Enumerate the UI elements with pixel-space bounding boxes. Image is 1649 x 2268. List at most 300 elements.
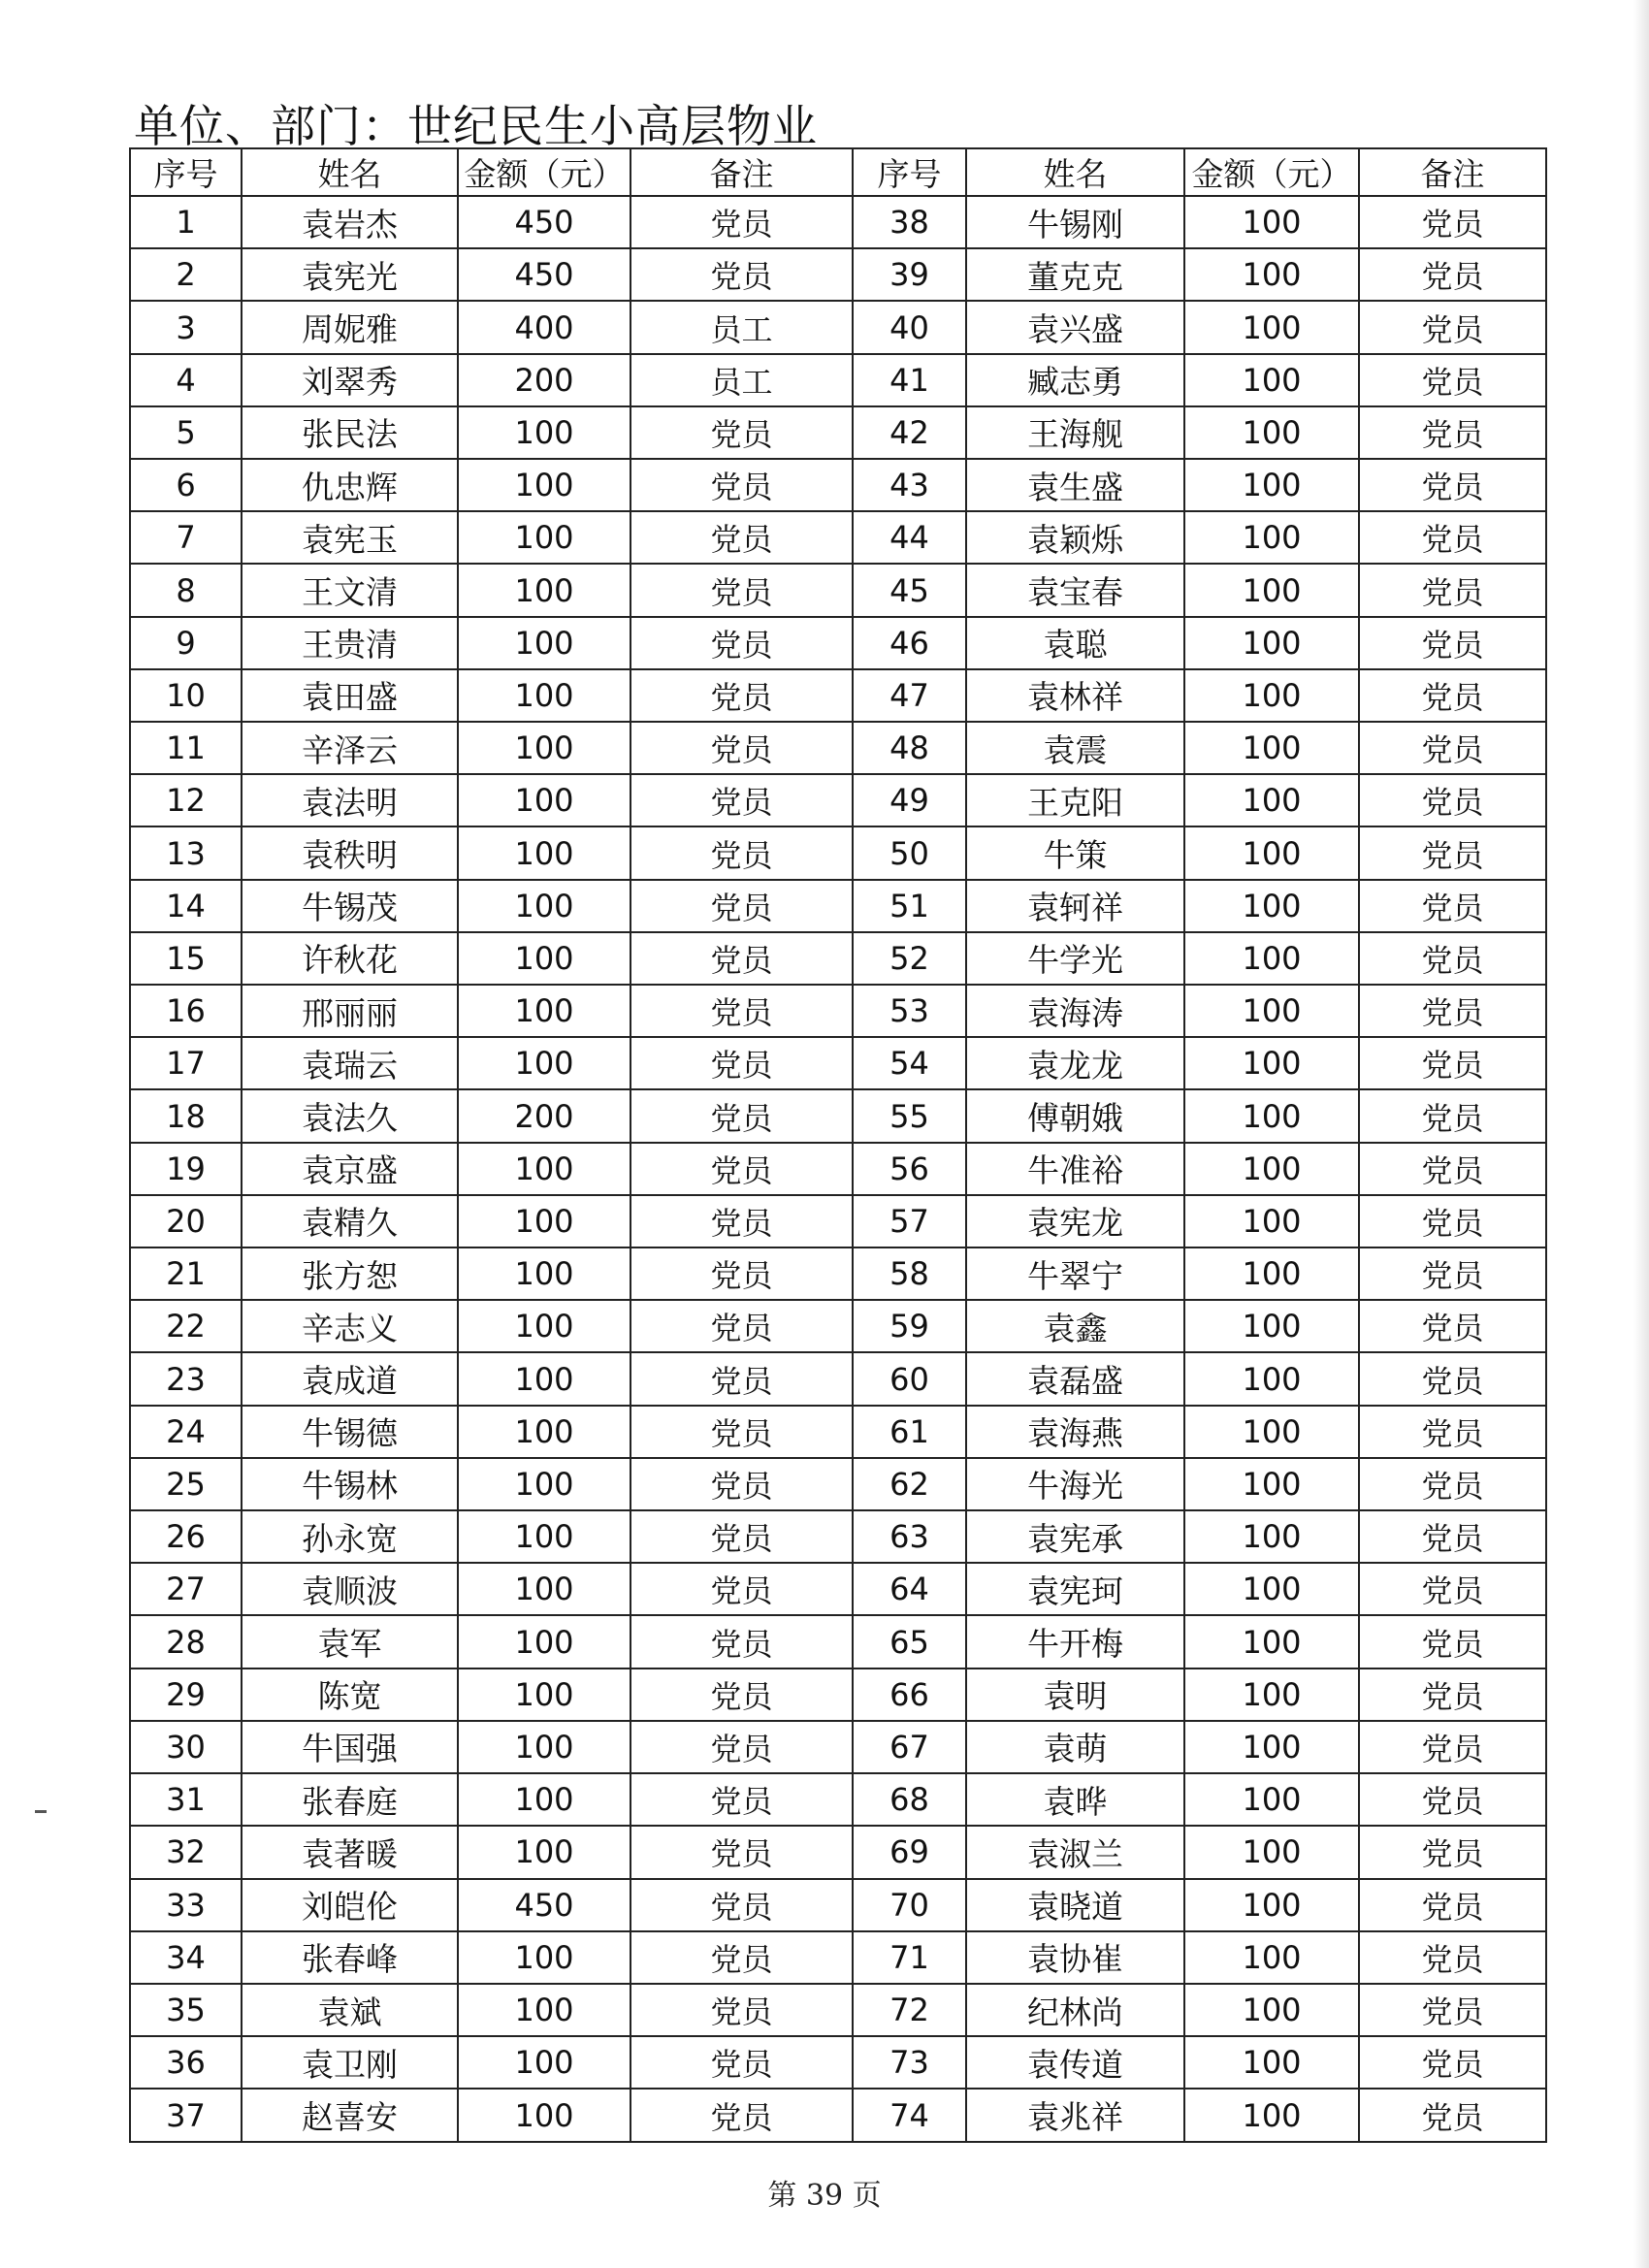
table-row [130, 1510, 1546, 1563]
cell-amount: 100 [458, 1563, 630, 1615]
table-row [130, 826, 1546, 879]
cell-remark: 党员 [630, 1615, 853, 1668]
cell-name: 袁瑞云 [242, 1037, 458, 1089]
cell-seq: 67 [853, 1721, 966, 1773]
cell-name: 袁鑫 [966, 1300, 1184, 1352]
cell-remark: 党员 [630, 880, 853, 932]
table-row [130, 301, 1546, 353]
cell-name: 张方恕 [242, 1247, 458, 1300]
cell-remark: 党员 [630, 406, 853, 459]
cell-name: 袁聪 [966, 617, 1184, 669]
cell-seq: 70 [853, 1879, 966, 1931]
table-row [130, 669, 1546, 722]
cell-amount: 100 [458, 1931, 630, 1984]
cell-name: 袁成道 [242, 1352, 458, 1405]
cell-amount: 100 [1184, 722, 1359, 774]
table-row [130, 617, 1546, 669]
cell-name: 王贵清 [242, 617, 458, 669]
header-amount-left: 金额（元） [458, 148, 630, 196]
cell-remark: 党员 [1359, 617, 1546, 669]
cell-seq: 55 [853, 1089, 966, 1142]
cell-seq: 10 [130, 669, 242, 722]
cell-amount: 200 [458, 354, 630, 406]
cell-seq: 36 [130, 2036, 242, 2089]
cell-amount: 100 [1184, 774, 1359, 826]
cell-remark: 党员 [1359, 1089, 1546, 1142]
table-row [130, 1247, 1546, 1300]
cell-name: 仇忠辉 [242, 459, 458, 511]
cell-name: 袁淑兰 [966, 1826, 1184, 1878]
cell-name: 辛志义 [242, 1300, 458, 1352]
cell-remark: 党员 [1359, 1721, 1546, 1773]
cell-remark: 党员 [1359, 1931, 1546, 1984]
cell-amount: 100 [458, 564, 630, 616]
cell-name: 袁法久 [242, 1089, 458, 1142]
cell-remark: 党员 [1359, 1352, 1546, 1405]
cell-remark: 党员 [1359, 459, 1546, 511]
cell-name: 袁宪承 [966, 1510, 1184, 1563]
cell-remark: 党员 [1359, 2089, 1546, 2142]
cell-amount: 100 [1184, 1669, 1359, 1721]
cell-amount: 100 [1184, 2036, 1359, 2089]
cell-seq: 65 [853, 1615, 966, 1668]
cell-seq: 20 [130, 1195, 242, 1247]
cell-remark: 党员 [630, 1721, 853, 1773]
cell-seq: 61 [853, 1406, 966, 1458]
cell-amount: 450 [458, 248, 630, 301]
table-row [130, 1563, 1546, 1615]
cell-remark: 党员 [630, 1563, 853, 1615]
cell-name: 袁传道 [966, 2036, 1184, 2089]
table-row [130, 1352, 1546, 1405]
cell-seq: 8 [130, 564, 242, 616]
cell-remark: 党员 [630, 932, 853, 985]
cell-seq: 47 [853, 669, 966, 722]
table-row [130, 1773, 1546, 1826]
cell-name: 袁海燕 [966, 1406, 1184, 1458]
cell-name: 袁宝春 [966, 564, 1184, 616]
cell-seq: 9 [130, 617, 242, 669]
header-remark-right: 备注 [1359, 148, 1546, 196]
cell-remark: 党员 [1359, 1563, 1546, 1615]
header-seq-right: 序号 [853, 148, 966, 196]
cell-remark: 党员 [1359, 1300, 1546, 1352]
cell-amount: 100 [458, 1037, 630, 1089]
cell-seq: 25 [130, 1458, 242, 1510]
cell-amount: 100 [458, 1773, 630, 1826]
cell-amount: 100 [458, 1247, 630, 1300]
cell-remark: 党员 [630, 1089, 853, 1142]
cell-remark: 党员 [630, 1300, 853, 1352]
cell-amount: 100 [1184, 564, 1359, 616]
cell-seq: 16 [130, 985, 242, 1037]
cell-amount: 100 [1184, 1089, 1359, 1142]
cell-remark: 党员 [1359, 1195, 1546, 1247]
cell-seq: 50 [853, 826, 966, 879]
cell-seq: 1 [130, 196, 242, 248]
cell-seq: 58 [853, 1247, 966, 1300]
cell-name: 袁萌 [966, 1721, 1184, 1773]
cell-remark: 党员 [630, 1984, 853, 2036]
cell-seq: 2 [130, 248, 242, 301]
table-row [130, 1879, 1546, 1931]
cell-amount: 100 [458, 985, 630, 1037]
cell-seq: 69 [853, 1826, 966, 1878]
cell-remark: 党员 [1359, 564, 1546, 616]
cell-amount: 100 [458, 1984, 630, 2036]
cell-amount: 100 [458, 826, 630, 879]
cell-amount: 100 [1184, 1195, 1359, 1247]
cell-name: 袁颖烁 [966, 511, 1184, 564]
cell-remark: 党员 [630, 774, 853, 826]
cell-seq: 18 [130, 1089, 242, 1142]
cell-amount: 100 [1184, 1984, 1359, 2036]
cell-seq: 43 [853, 459, 966, 511]
cell-remark: 党员 [1359, 1773, 1546, 1826]
cell-name: 袁林祥 [966, 669, 1184, 722]
cell-remark: 党员 [1359, 1510, 1546, 1563]
cell-name: 牛锡林 [242, 1458, 458, 1510]
cell-seq: 31 [130, 1773, 242, 1826]
cell-seq: 42 [853, 406, 966, 459]
cell-name: 许秋花 [242, 932, 458, 985]
cell-amount: 100 [458, 406, 630, 459]
table-row [130, 1089, 1546, 1142]
table-row [130, 354, 1546, 406]
cell-amount: 100 [458, 1721, 630, 1773]
cell-name: 牛锡刚 [966, 196, 1184, 248]
cell-name: 王克阳 [966, 774, 1184, 826]
cell-remark: 党员 [1359, 1406, 1546, 1458]
cell-amount: 100 [1184, 301, 1359, 353]
cell-remark: 党员 [630, 1195, 853, 1247]
cell-amount: 100 [1184, 880, 1359, 932]
cell-remark: 党员 [630, 826, 853, 879]
cell-name: 张春庭 [242, 1773, 458, 1826]
cell-name: 袁著暖 [242, 1826, 458, 1878]
cell-seq: 7 [130, 511, 242, 564]
table-row [130, 1300, 1546, 1352]
cell-name: 袁秩明 [242, 826, 458, 879]
cell-amount: 100 [458, 1406, 630, 1458]
cell-name: 辛泽云 [242, 722, 458, 774]
cell-remark: 党员 [1359, 301, 1546, 353]
cell-amount: 100 [458, 1615, 630, 1668]
table-row [130, 722, 1546, 774]
cell-remark: 党员 [1359, 248, 1546, 301]
cell-remark: 党员 [1359, 985, 1546, 1037]
cell-seq: 19 [130, 1143, 242, 1195]
table-row [130, 248, 1546, 301]
cell-seq: 56 [853, 1143, 966, 1195]
cell-remark: 党员 [630, 1247, 853, 1300]
header-seq-left: 序号 [130, 148, 242, 196]
cell-remark: 党员 [630, 1879, 853, 1931]
cell-seq: 23 [130, 1352, 242, 1405]
cell-amount: 100 [458, 2089, 630, 2142]
cell-remark: 党员 [1359, 1984, 1546, 2036]
table-row [130, 1721, 1546, 1773]
cell-remark: 党员 [630, 1406, 853, 1458]
scan-edge-shadow [1633, 0, 1649, 2268]
cell-amount: 400 [458, 301, 630, 353]
cell-seq: 57 [853, 1195, 966, 1247]
cell-seq: 6 [130, 459, 242, 511]
table-row [130, 1931, 1546, 1984]
table-row [130, 985, 1546, 1037]
cell-name: 袁宪光 [242, 248, 458, 301]
cell-name: 袁军 [242, 1615, 458, 1668]
cell-amount: 100 [458, 617, 630, 669]
cell-name: 赵喜安 [242, 2089, 458, 2142]
cell-name: 袁斌 [242, 1984, 458, 2036]
cell-amount: 100 [1184, 1879, 1359, 1931]
cell-seq: 24 [130, 1406, 242, 1458]
cell-seq: 54 [853, 1037, 966, 1089]
cell-seq: 12 [130, 774, 242, 826]
cell-remark: 党员 [1359, 932, 1546, 985]
table-row [130, 1143, 1546, 1195]
cell-name: 袁宪玉 [242, 511, 458, 564]
table-row [130, 1458, 1546, 1510]
cell-amount: 100 [1184, 1458, 1359, 1510]
cell-seq: 45 [853, 564, 966, 616]
cell-name: 张民法 [242, 406, 458, 459]
cell-seq: 11 [130, 722, 242, 774]
cell-seq: 44 [853, 511, 966, 564]
cell-seq: 26 [130, 1510, 242, 1563]
cell-remark: 党员 [1359, 774, 1546, 826]
cell-remark: 党员 [630, 459, 853, 511]
cell-name: 袁兴盛 [966, 301, 1184, 353]
cell-seq: 13 [130, 826, 242, 879]
cell-name: 袁宪珂 [966, 1563, 1184, 1615]
cell-remark: 党员 [630, 1931, 853, 1984]
cell-seq: 37 [130, 2089, 242, 2142]
cell-remark: 党员 [1359, 1615, 1546, 1668]
cell-name: 袁生盛 [966, 459, 1184, 511]
cell-name: 牛开梅 [966, 1615, 1184, 1668]
cell-remark: 党员 [1359, 1826, 1546, 1878]
cell-amount: 100 [458, 722, 630, 774]
cell-name: 陈宽 [242, 1669, 458, 1721]
cell-name: 袁海涛 [966, 985, 1184, 1037]
cell-remark: 党员 [1359, 880, 1546, 932]
cell-name: 牛国强 [242, 1721, 458, 1773]
header-remark-left: 备注 [630, 148, 853, 196]
cell-name: 袁京盛 [242, 1143, 458, 1195]
cell-amount: 100 [1184, 932, 1359, 985]
cell-remark: 党员 [630, 1037, 853, 1089]
cell-name: 臧志勇 [966, 354, 1184, 406]
cell-seq: 53 [853, 985, 966, 1037]
cell-seq: 39 [853, 248, 966, 301]
cell-name: 袁田盛 [242, 669, 458, 722]
cell-amount: 100 [1184, 1826, 1359, 1878]
cell-remark: 党员 [1359, 1143, 1546, 1195]
cell-name: 孙永宽 [242, 1510, 458, 1563]
cell-remark: 员工 [630, 354, 853, 406]
cell-name: 袁震 [966, 722, 1184, 774]
scan-mark [35, 1810, 47, 1813]
cell-remark: 党员 [1359, 1037, 1546, 1089]
cell-remark: 党员 [630, 564, 853, 616]
cell-name: 牛锡德 [242, 1406, 458, 1458]
cell-amount: 100 [1184, 1773, 1359, 1826]
cell-amount: 100 [1184, 1037, 1359, 1089]
cell-amount: 100 [458, 880, 630, 932]
table-row [130, 2036, 1546, 2089]
cell-name: 纪林尚 [966, 1984, 1184, 2036]
cell-name: 王文清 [242, 564, 458, 616]
cell-amount: 100 [1184, 1143, 1359, 1195]
cell-amount: 450 [458, 196, 630, 248]
cell-amount: 100 [1184, 248, 1359, 301]
cell-amount: 100 [1184, 406, 1359, 459]
cell-name: 袁法明 [242, 774, 458, 826]
table-body [130, 196, 1546, 2142]
cell-remark: 党员 [1359, 511, 1546, 564]
cell-amount: 100 [458, 1352, 630, 1405]
cell-amount: 100 [1184, 1931, 1359, 1984]
cell-amount: 100 [1184, 1615, 1359, 1668]
cell-name: 袁晓道 [966, 1879, 1184, 1931]
cell-name: 袁精久 [242, 1195, 458, 1247]
cell-seq: 73 [853, 2036, 966, 2089]
cell-amount: 100 [1184, 985, 1359, 1037]
cell-remark: 党员 [630, 1826, 853, 1878]
table-row [130, 1826, 1546, 1878]
cell-name: 王海舰 [966, 406, 1184, 459]
cell-name: 牛准裕 [966, 1143, 1184, 1195]
table-row [130, 511, 1546, 564]
cell-seq: 40 [853, 301, 966, 353]
cell-remark: 党员 [1359, 196, 1546, 248]
table-row [130, 1615, 1546, 1668]
table-row [130, 880, 1546, 932]
cell-name: 傅朝娥 [966, 1089, 1184, 1142]
cell-seq: 60 [853, 1352, 966, 1405]
cell-seq: 66 [853, 1669, 966, 1721]
cell-amount: 100 [1184, 1247, 1359, 1300]
cell-seq: 33 [130, 1879, 242, 1931]
cell-seq: 28 [130, 1615, 242, 1668]
cell-name: 袁晔 [966, 1773, 1184, 1826]
cell-amount: 100 [1184, 1406, 1359, 1458]
table-row [130, 564, 1546, 616]
cell-amount: 100 [1184, 669, 1359, 722]
cell-amount: 200 [458, 1089, 630, 1142]
cell-remark: 党员 [630, 511, 853, 564]
cell-seq: 38 [853, 196, 966, 248]
cell-name: 牛学光 [966, 932, 1184, 985]
cell-remark: 党员 [630, 2089, 853, 2142]
table-row [130, 2089, 1546, 2142]
cell-amount: 100 [458, 1826, 630, 1878]
cell-seq: 14 [130, 880, 242, 932]
cell-remark: 党员 [1359, 1669, 1546, 1721]
cell-amount: 100 [1184, 1300, 1359, 1352]
cell-seq: 21 [130, 1247, 242, 1300]
cell-seq: 4 [130, 354, 242, 406]
cell-name: 张春峰 [242, 1931, 458, 1984]
cell-seq: 72 [853, 1984, 966, 2036]
cell-remark: 党员 [1359, 1247, 1546, 1300]
cell-remark: 党员 [630, 722, 853, 774]
cell-amount: 100 [458, 459, 630, 511]
cell-remark: 党员 [1359, 406, 1546, 459]
cell-name: 刘皑伦 [242, 1879, 458, 1931]
cell-amount: 100 [1184, 1510, 1359, 1563]
table-row [130, 1669, 1546, 1721]
cell-amount: 100 [1184, 2089, 1359, 2142]
cell-amount: 100 [1184, 1721, 1359, 1773]
table-row [130, 774, 1546, 826]
cell-amount: 100 [1184, 1563, 1359, 1615]
cell-remark: 党员 [1359, 1879, 1546, 1931]
cell-seq: 30 [130, 1721, 242, 1773]
cell-name: 牛翠宁 [966, 1247, 1184, 1300]
cell-amount: 100 [458, 932, 630, 985]
cell-name: 袁宪龙 [966, 1195, 1184, 1247]
page-title: 单位、部门：世纪民生小高层物业 [134, 100, 818, 152]
cell-seq: 71 [853, 1931, 966, 1984]
cell-name: 周妮雅 [242, 301, 458, 353]
cell-name: 袁龙龙 [966, 1037, 1184, 1089]
cell-name: 牛策 [966, 826, 1184, 879]
cell-seq: 5 [130, 406, 242, 459]
cell-seq: 74 [853, 2089, 966, 2142]
cell-seq: 22 [130, 1300, 242, 1352]
cell-seq: 49 [853, 774, 966, 826]
cell-seq: 34 [130, 1931, 242, 1984]
cell-seq: 46 [853, 617, 966, 669]
cell-amount: 100 [458, 1195, 630, 1247]
cell-amount: 100 [458, 669, 630, 722]
cell-name: 董克克 [966, 248, 1184, 301]
cell-remark: 党员 [630, 985, 853, 1037]
cell-amount: 100 [458, 774, 630, 826]
cell-amount: 100 [458, 1458, 630, 1510]
cell-seq: 27 [130, 1563, 242, 1615]
cell-remark: 党员 [630, 1510, 853, 1563]
cell-remark: 党员 [630, 669, 853, 722]
cell-name: 牛海光 [966, 1458, 1184, 1510]
cell-remark: 党员 [1359, 354, 1546, 406]
cell-name: 袁协崔 [966, 1931, 1184, 1984]
cell-remark: 党员 [630, 2036, 853, 2089]
cell-remark: 员工 [630, 301, 853, 353]
cell-remark: 党员 [630, 1352, 853, 1405]
cell-amount: 450 [458, 1879, 630, 1931]
cell-seq: 62 [853, 1458, 966, 1510]
cell-remark: 党员 [1359, 2036, 1546, 2089]
header-amount-right: 金额（元） [1184, 148, 1359, 196]
cell-amount: 100 [458, 2036, 630, 2089]
cell-amount: 100 [1184, 354, 1359, 406]
cell-amount: 100 [1184, 511, 1359, 564]
cell-name: 袁兆祥 [966, 2089, 1184, 2142]
cell-seq: 64 [853, 1563, 966, 1615]
cell-amount: 100 [458, 1669, 630, 1721]
cell-name: 牛锡茂 [242, 880, 458, 932]
cell-remark: 党员 [630, 1458, 853, 1510]
cell-amount: 100 [1184, 459, 1359, 511]
table-row [130, 459, 1546, 511]
cell-seq: 41 [853, 354, 966, 406]
cell-amount: 100 [458, 1510, 630, 1563]
table-row [130, 196, 1546, 248]
